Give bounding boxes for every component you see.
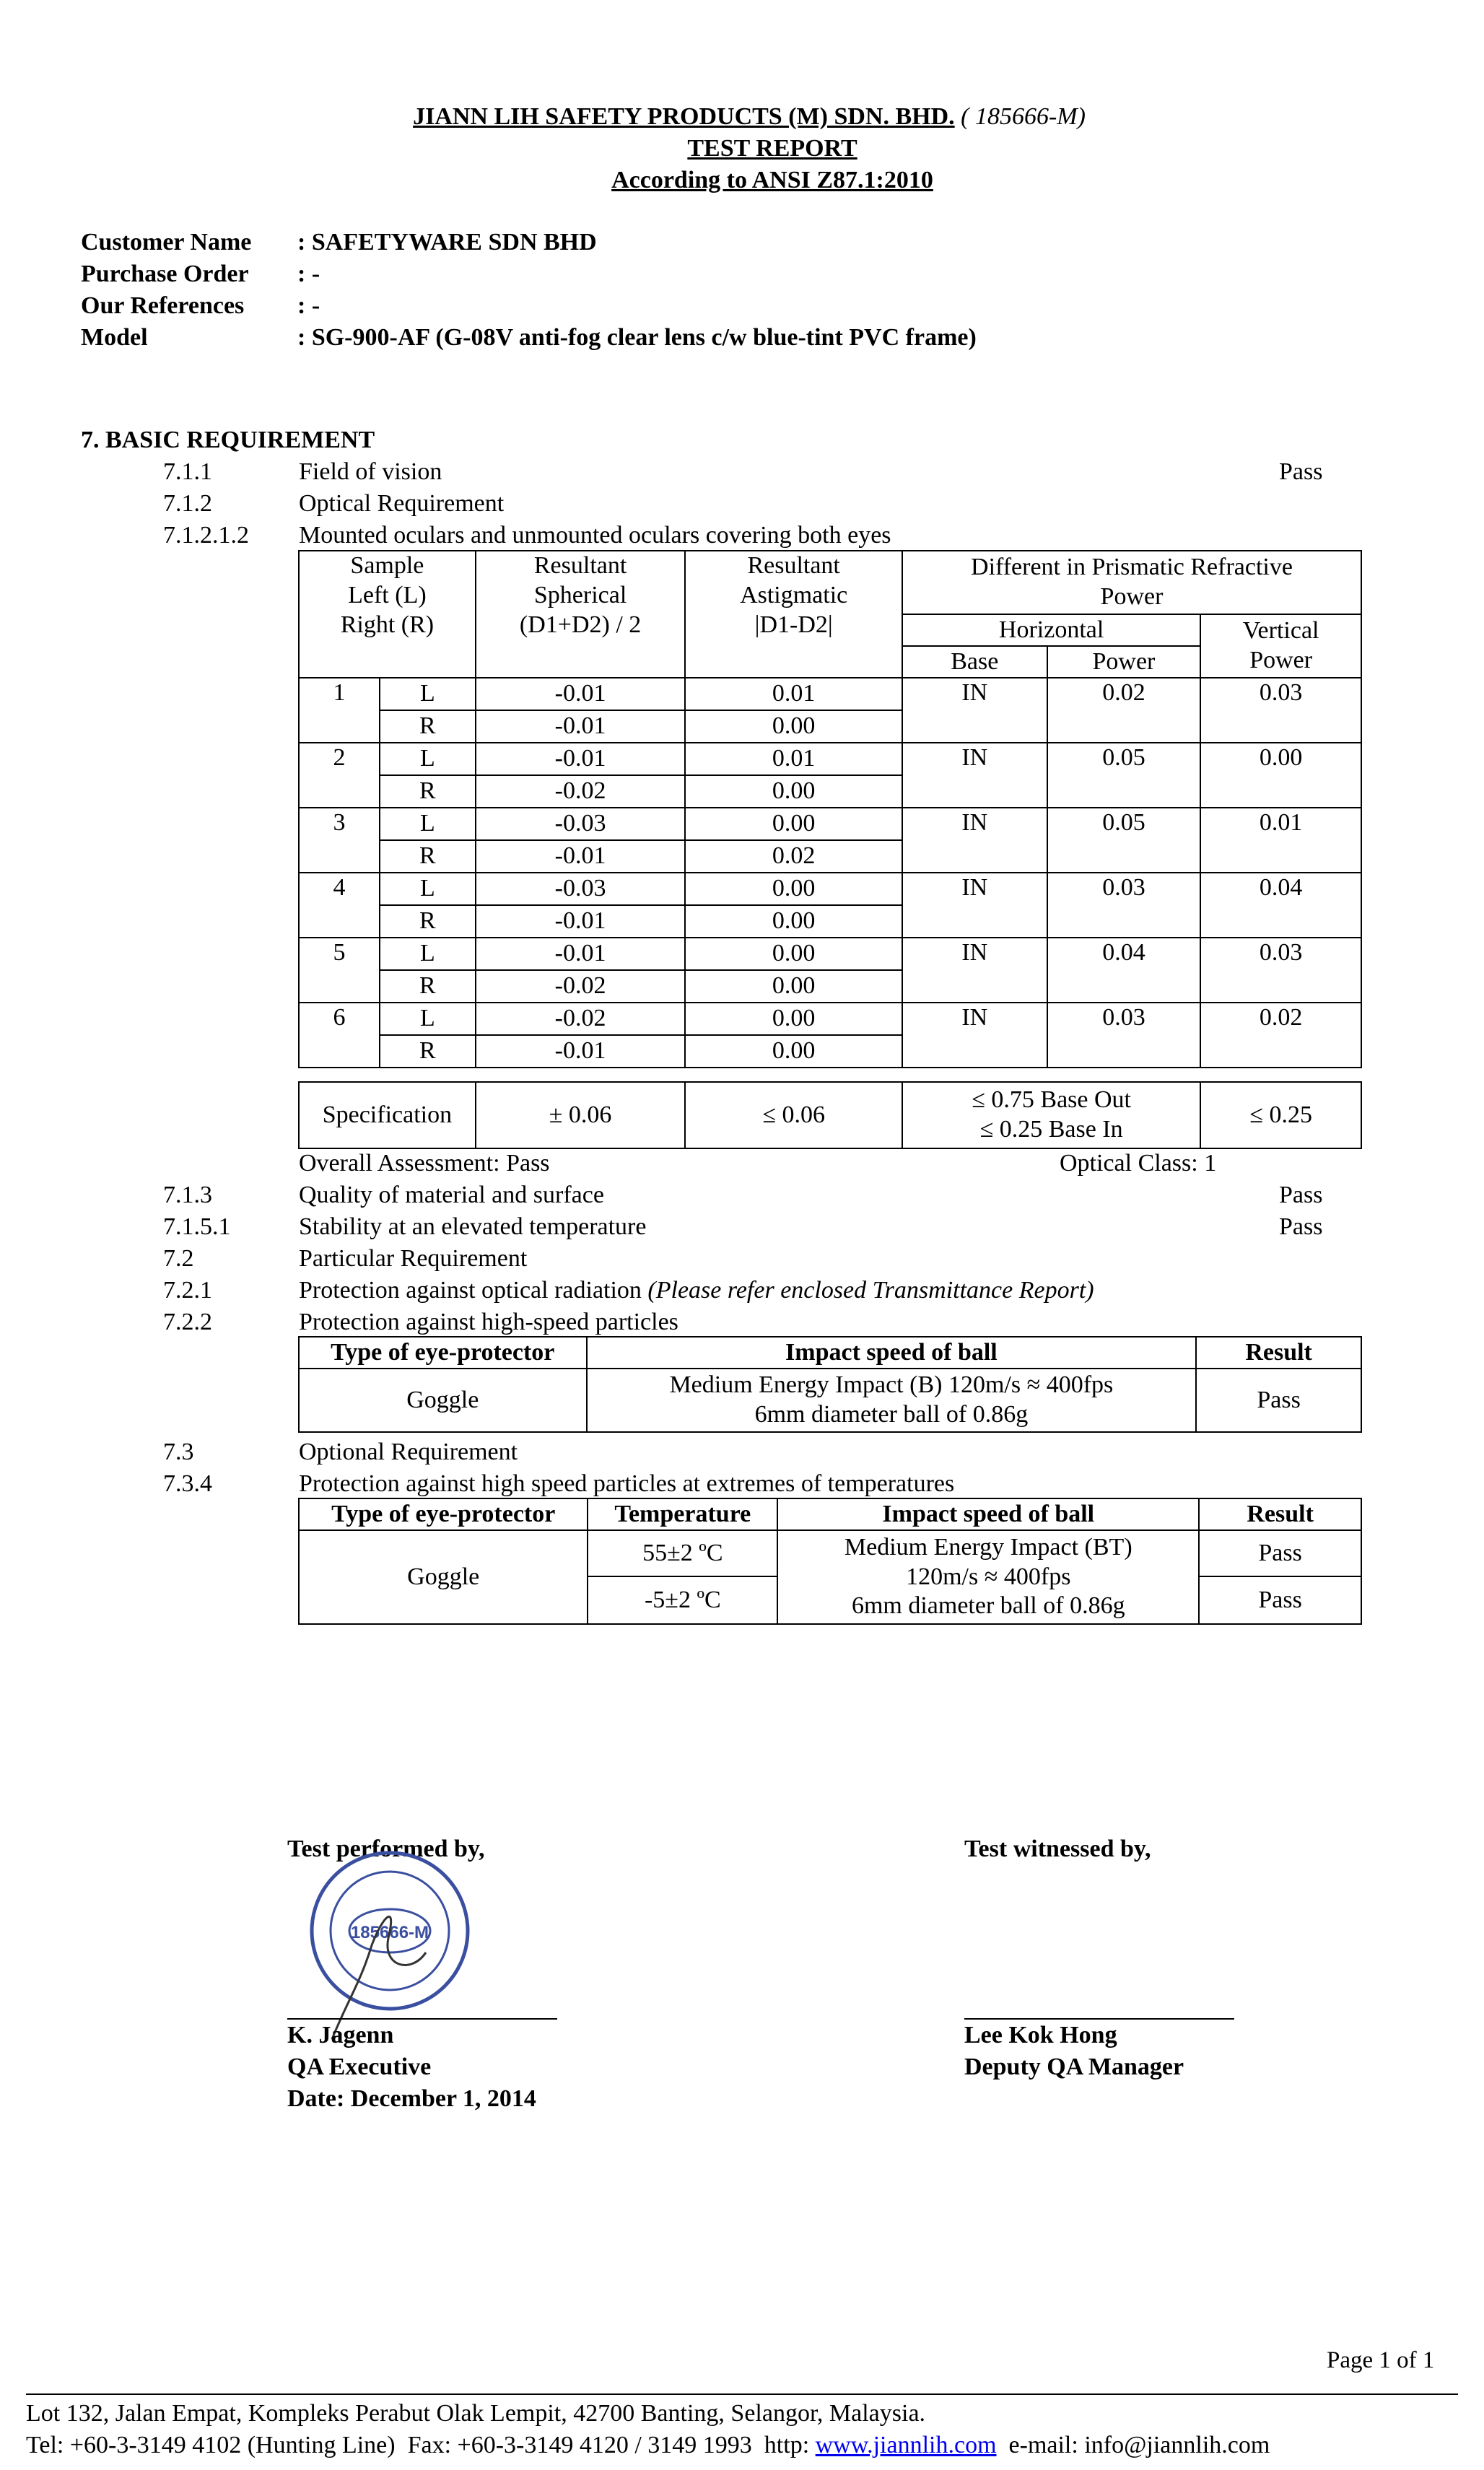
spec-line: ≤ 0.25 Base In: [979, 1116, 1123, 1143]
side-label: R: [380, 775, 476, 808]
table-row: [299, 873, 1361, 905]
astigmatic-value: 0.00: [685, 710, 902, 743]
spherical-value: -0.01: [476, 743, 686, 775]
astigmatic-value: 0.00: [685, 873, 902, 905]
astigmatic-value: 0.00: [685, 808, 902, 840]
footer-address: Lot 132, Jalan Empat, Kompleks Perabut Olak Lempit, 42700 Banting, Selangor, Malaysia.: [26, 2400, 926, 2427]
item-text: Quality of material and surface: [299, 1182, 604, 1208]
specification-label: Specification: [299, 1082, 476, 1148]
impact-type: Goggle: [299, 1369, 587, 1432]
table-row: [299, 1369, 1361, 1432]
base-value: IN: [902, 873, 1047, 938]
vertical-power-value: 0.02: [1200, 1003, 1361, 1068]
temp-header-result: Result: [1199, 1498, 1361, 1530]
base-value: IN: [902, 678, 1047, 743]
spherical-value: -0.01: [476, 1035, 686, 1068]
temperature-cold: -5±2 ºC: [588, 1576, 777, 1624]
header-line: Different in Prismatic Refractive: [971, 554, 1293, 581]
item-number: 7.3: [163, 1439, 194, 1465]
astigmatic-header: [685, 551, 902, 678]
sample-number: 2: [299, 743, 380, 808]
witnessed-by-caption: Test witnessed by,: [964, 1836, 1151, 1862]
contact-details: Tel: +60-3-3149 4102 (Hunting Line) Fax: +60-3-3149 4120 / 3149 1993 http:: [26, 2432, 816, 2458]
base-value: IN: [902, 938, 1047, 1003]
table-gap: [299, 1068, 1361, 1082]
spherical-value: -0.01: [476, 678, 686, 710]
astigmatic-value: 0.00: [685, 938, 902, 970]
performed-by-signature-line: [287, 2018, 557, 2020]
astigmatic-value: 0.00: [685, 775, 902, 808]
item-number: 7.1.2.1.2: [163, 522, 249, 549]
header-line: Resultant: [533, 552, 627, 579]
model-value: : SG-900-AF (G-08V anti-fog clear lens c/w blue-tint PVC frame): [297, 324, 977, 351]
item-result: Pass: [1279, 458, 1323, 485]
side-label: L: [380, 1003, 476, 1035]
item-note: (Please refer enclosed Transmittance Report): [647, 1277, 1094, 1304]
base-value: IN: [902, 1003, 1047, 1068]
item-number: 7.2: [163, 1245, 194, 1272]
purchase-order-label: Purchase Order: [81, 261, 249, 287]
side-label: L: [380, 873, 476, 905]
astigmatic-value: 0.00: [685, 1003, 902, 1035]
side-label: R: [380, 1035, 476, 1068]
spherical-value: -0.01: [476, 710, 686, 743]
section-heading: 7. BASIC REQUIREMENT: [81, 427, 375, 453]
speed-line: 6mm diameter ball of 0.86g: [851, 1592, 1125, 1620]
speed-line: Medium Energy Impact (BT): [844, 1533, 1132, 1561]
spec-astigmatic: ≤ 0.06: [685, 1082, 902, 1148]
spec-spherical: ± 0.06: [476, 1082, 686, 1148]
spherical-value: -0.03: [476, 808, 686, 840]
performed-by-caption: Test performed by,: [287, 1836, 485, 1862]
report-title: TEST REPORT: [687, 135, 857, 162]
item-text: Protection against high speed particles at extremes of temperatures: [299, 1470, 955, 1497]
spec-line: ≤ 0.75 Base Out: [972, 1086, 1131, 1114]
header-line: Power: [1249, 647, 1313, 673]
header-line: (D1+D2) / 2: [519, 611, 642, 638]
astigmatic-value: 0.00: [685, 905, 902, 938]
astigmatic-value: 0.00: [685, 970, 902, 1003]
sample-header: [299, 551, 476, 678]
item-text: Optical Requirement: [299, 490, 505, 517]
temp-speed: [777, 1530, 1199, 1624]
temp-result-hot: Pass: [1199, 1530, 1361, 1576]
optical-table: [298, 550, 1362, 1149]
spherical-value: -0.01: [476, 938, 686, 970]
spherical-value: -0.02: [476, 775, 686, 808]
item-text: Protection against high-speed particles: [299, 1309, 678, 1335]
item-text: Optional Requirement: [299, 1439, 518, 1465]
horizontal-power-value: 0.04: [1047, 938, 1201, 1003]
spherical-value: -0.03: [476, 873, 686, 905]
astigmatic-value: 0.01: [685, 743, 902, 775]
item-text-with-note: [299, 1276, 1094, 1304]
side-label: R: [380, 970, 476, 1003]
impact-header-speed: Impact speed of ball: [587, 1337, 1197, 1369]
page-number: Page 1 of 1: [1327, 2347, 1435, 2373]
vertical-header: [1200, 614, 1361, 678]
performed-by-name: K. Jagenn: [287, 2022, 394, 2048]
header-line: Power: [1100, 583, 1164, 610]
impact-header-type: Type of eye-protector: [299, 1337, 587, 1369]
base-value: IN: [902, 743, 1047, 808]
item-result: Pass: [1279, 1182, 1323, 1208]
side-label: R: [380, 905, 476, 938]
spec-horizontal: [902, 1082, 1200, 1148]
stamp-reg-no: 185666-M: [350, 1923, 429, 1942]
sample-number: 4: [299, 873, 380, 938]
item-number: 7.1.1: [163, 458, 212, 485]
header-line: Vertical: [1242, 617, 1319, 645]
horizontal-header: Horizontal: [902, 614, 1200, 646]
horizontal-power-value: 0.05: [1047, 808, 1201, 873]
temp-type: Goggle: [299, 1530, 588, 1624]
spherical-header: [476, 551, 686, 678]
base-header: Base: [902, 646, 1047, 678]
speed-line: 120m/s ≈ 400fps: [906, 1563, 1071, 1590]
temp-header-speed: Impact speed of ball: [777, 1498, 1199, 1530]
header-line: Astigmatic: [740, 581, 848, 608]
header-line: Resultant: [747, 552, 840, 579]
report-date: Date: December 1, 2014: [287, 2085, 536, 2112]
vertical-power-value: 0.04: [1200, 873, 1361, 938]
side-label: L: [380, 938, 476, 970]
side-label: L: [380, 678, 476, 710]
spherical-value: -0.01: [476, 840, 686, 873]
item-number: 7.2.1: [163, 1277, 212, 1304]
customer-name-value: : SAFETYWARE SDN BHD: [297, 229, 597, 256]
website-link[interactable]: www.jiannlih.com: [815, 2432, 997, 2458]
speed-line: 6mm diameter ball of 0.86g: [754, 1401, 1029, 1428]
sample-number: 3: [299, 808, 380, 873]
side-label: R: [380, 840, 476, 873]
sample-number: 6: [299, 1003, 380, 1068]
customer-name-label: Customer Name: [81, 229, 252, 256]
astigmatic-value: 0.01: [685, 678, 902, 710]
spherical-value: -0.02: [476, 1003, 686, 1035]
header-line: Left (L): [348, 581, 427, 608]
astigmatic-value: 0.02: [685, 840, 902, 873]
item-number: 7.1.5.1: [163, 1213, 231, 1240]
impact-header-result: Result: [1196, 1337, 1361, 1369]
optical-class: Optical Class: 1: [1060, 1150, 1217, 1177]
item-number: 7.3.4: [163, 1470, 212, 1497]
speed-line: Medium Energy Impact (B) 120m/s ≈ 400fps: [669, 1371, 1114, 1399]
header-line: Sample: [350, 552, 424, 579]
temp-result-cold: Pass: [1199, 1576, 1361, 1624]
horizontal-power-value: 0.03: [1047, 1003, 1201, 1068]
impact-table: [298, 1336, 1362, 1433]
vertical-power-value: 0.01: [1200, 808, 1361, 873]
header-line: |D1-D2|: [754, 611, 833, 638]
spherical-value: -0.01: [476, 905, 686, 938]
company-reg-no: ( 185666-M): [961, 103, 1086, 130]
header-line: Spherical: [533, 581, 627, 608]
vertical-power-value: 0.00: [1200, 743, 1361, 808]
horizontal-power-value: 0.03: [1047, 873, 1201, 938]
side-label: L: [380, 808, 476, 840]
item-number: 7.2.2: [163, 1309, 212, 1335]
witnessed-by-name: Lee Kok Hong: [964, 2022, 1117, 2048]
impact-result: Pass: [1196, 1369, 1361, 1432]
item-number: 7.1.3: [163, 1182, 212, 1208]
footer-contact: [26, 2431, 1270, 2459]
performed-by-role: QA Executive: [287, 2054, 432, 2080]
vertical-power-value: 0.03: [1200, 938, 1361, 1003]
footer-rule: [26, 2393, 1458, 2395]
report-header: [0, 102, 1484, 131]
spec-vertical: ≤ 0.25: [1200, 1082, 1361, 1148]
report-standard: According to ANSI Z87.1:2010: [611, 167, 933, 193]
item-text: Stability at an elevated temperature: [299, 1213, 647, 1240]
company-name: JIANN LIH SAFETY PRODUCTS (M) SDN. BHD.: [413, 103, 955, 130]
item-text: Protection against optical radiation: [299, 1277, 642, 1304]
witnessed-by-signature-line: [964, 2018, 1234, 2020]
item-number: 7.1.2: [163, 490, 212, 517]
table-row: [299, 938, 1361, 970]
header-line: Right (R): [340, 611, 435, 638]
item-text: Mounted oculars and unmounted oculars covering both eyes: [299, 522, 891, 549]
vertical-power-value: 0.03: [1200, 678, 1361, 743]
table-row: [299, 1530, 1361, 1576]
side-label: R: [380, 710, 476, 743]
overall-assessment: Overall Assessment: Pass: [299, 1150, 550, 1177]
item-result: Pass: [1279, 1213, 1323, 1240]
table-row: [299, 743, 1361, 775]
table-row: [299, 1003, 1361, 1035]
temp-header-temperature: Temperature: [588, 1498, 777, 1530]
base-value: IN: [902, 808, 1047, 873]
temperature-hot: 55±2 ºC: [588, 1530, 777, 1576]
power-header: Power: [1047, 646, 1201, 678]
model-label: Model: [81, 324, 148, 351]
our-references-value: : -: [297, 292, 320, 319]
impact-speed: [587, 1369, 1197, 1432]
witnessed-by-role: Deputy QA Manager: [964, 2054, 1184, 2080]
astigmatic-value: 0.00: [685, 1035, 902, 1068]
table-row: [299, 678, 1361, 710]
email-text: e-mail: info@jiannlih.com: [996, 2432, 1270, 2458]
prismatic-header: [902, 551, 1361, 614]
horizontal-power-value: 0.02: [1047, 678, 1201, 743]
our-references-label: Our References: [81, 292, 245, 319]
horizontal-power-value: 0.05: [1047, 743, 1201, 808]
item-text: Field of vision: [299, 458, 442, 485]
table-row: [299, 808, 1361, 840]
spherical-value: -0.02: [476, 970, 686, 1003]
temp-header-type: Type of eye-protector: [299, 1498, 588, 1530]
side-label: L: [380, 743, 476, 775]
temperature-impact-table: [298, 1498, 1362, 1625]
sample-number: 5: [299, 938, 380, 1003]
sample-number: 1: [299, 678, 380, 743]
item-text: Particular Requirement: [299, 1245, 528, 1272]
specification-row: [299, 1082, 1361, 1148]
purchase-order-value: : -: [297, 261, 320, 287]
company-stamp: [303, 1837, 476, 2046]
